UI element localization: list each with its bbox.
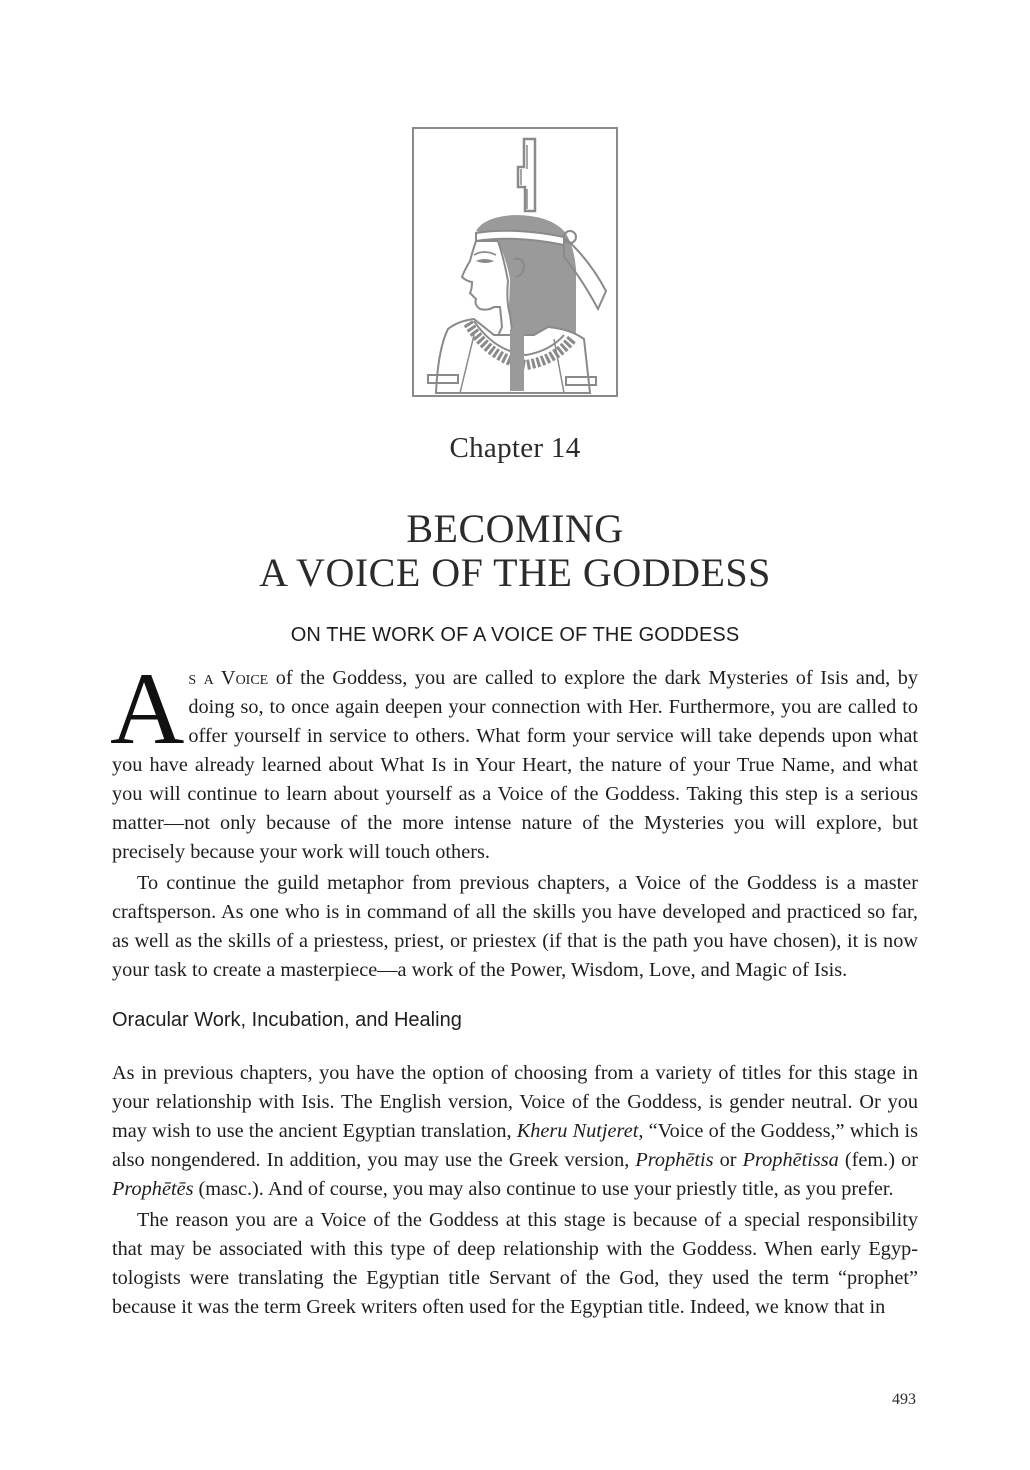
page-number: 493	[892, 1391, 916, 1408]
paragraph-3-text: (masc.). And of course, you may also continue to use your priestly title, as you prefer.	[193, 1178, 894, 1200]
paragraph-1	[110, 652, 918, 867]
paragraph-3	[112, 1059, 918, 1204]
paragraph-3-text: or	[713, 1149, 743, 1171]
isis-profile-illustration-icon	[414, 129, 616, 395]
paragraph-3-text: As in previous chapters, you have the option of choosing from a variety of titles for this stage in your relationship with Isis. The English version, Voice of the Goddess, is gender neutral. Or you may wish to use the ancient Egyptian translation,	[112, 1062, 918, 1142]
italic-term: Prophētēs	[112, 1178, 194, 1200]
italic-term: Prophētis	[635, 1149, 714, 1171]
subsection-heading: Oracular Work, Incubation, and Healing	[112, 1009, 462, 1031]
subsection-body	[112, 1059, 918, 1322]
paragraph-1-text: of the Goddess, you are called to explore the dark Mysteries of Isis and, by doing so, to once again deepen your connection with Her. Furthermore, you are called to offer yourself in service to others. What form your service will take depends upon what you have already learned about What Is in Your Heart, the nature of your True Name, and what you will continue to learn about yourself as a Voice of the Goddess. Taking this step is a serious matter—not only because of the more intense nature of the Mysteries you will explore, but precisely because your work will touch others.	[112, 667, 918, 863]
italic-term: Kheru Nutjeret	[516, 1120, 639, 1142]
chapter-illustration	[412, 127, 618, 397]
paragraph-4: The reason you are a Voice of the Goddess at this stage is because of a special responsibility that may be associated with this type of deep relationship with the Goddess. When early Egyptologists were translating the Egyptian title Servant of the God, they used the term “prophet” because it was the term Greek writers often used for the Egyptian title. Indeed, we know that in	[112, 1209, 918, 1318]
section-body	[110, 652, 918, 985]
chapter-title	[0, 507, 1030, 595]
chapter-title-line-1: BECOMING	[406, 505, 624, 551]
chapter-number: Chapter 14	[449, 432, 581, 464]
paragraph-3-text: , “Voice of the Goddess,” which is also nongendered. In addition, you may use the Greek version,	[112, 1120, 919, 1171]
chapter-title-line-2: A VOICE OF THE GODDESS	[259, 549, 771, 595]
drop-cap: A	[110, 652, 185, 766]
paragraph-2: To continue the guild metaphor from previous chapters, a Voice of the Goddess is a master craftsperson. As one who is in command of all the skills you have developed and practiced so far, as well as the skills of a priestess, priest, or priestex (if that is the path you have chosen), it is now your task to create a masterpiece—a work of the Power, Wisdom, Love, and Magic of Isis.	[112, 872, 918, 981]
italic-term: Prophētissa	[742, 1149, 839, 1171]
small-caps-lead: s a Voice	[188, 667, 269, 689]
paragraph-3-text: (fem.) or	[838, 1149, 919, 1171]
section-heading: ON THE WORK OF A VOICE OF THE GODDESS	[290, 624, 740, 646]
